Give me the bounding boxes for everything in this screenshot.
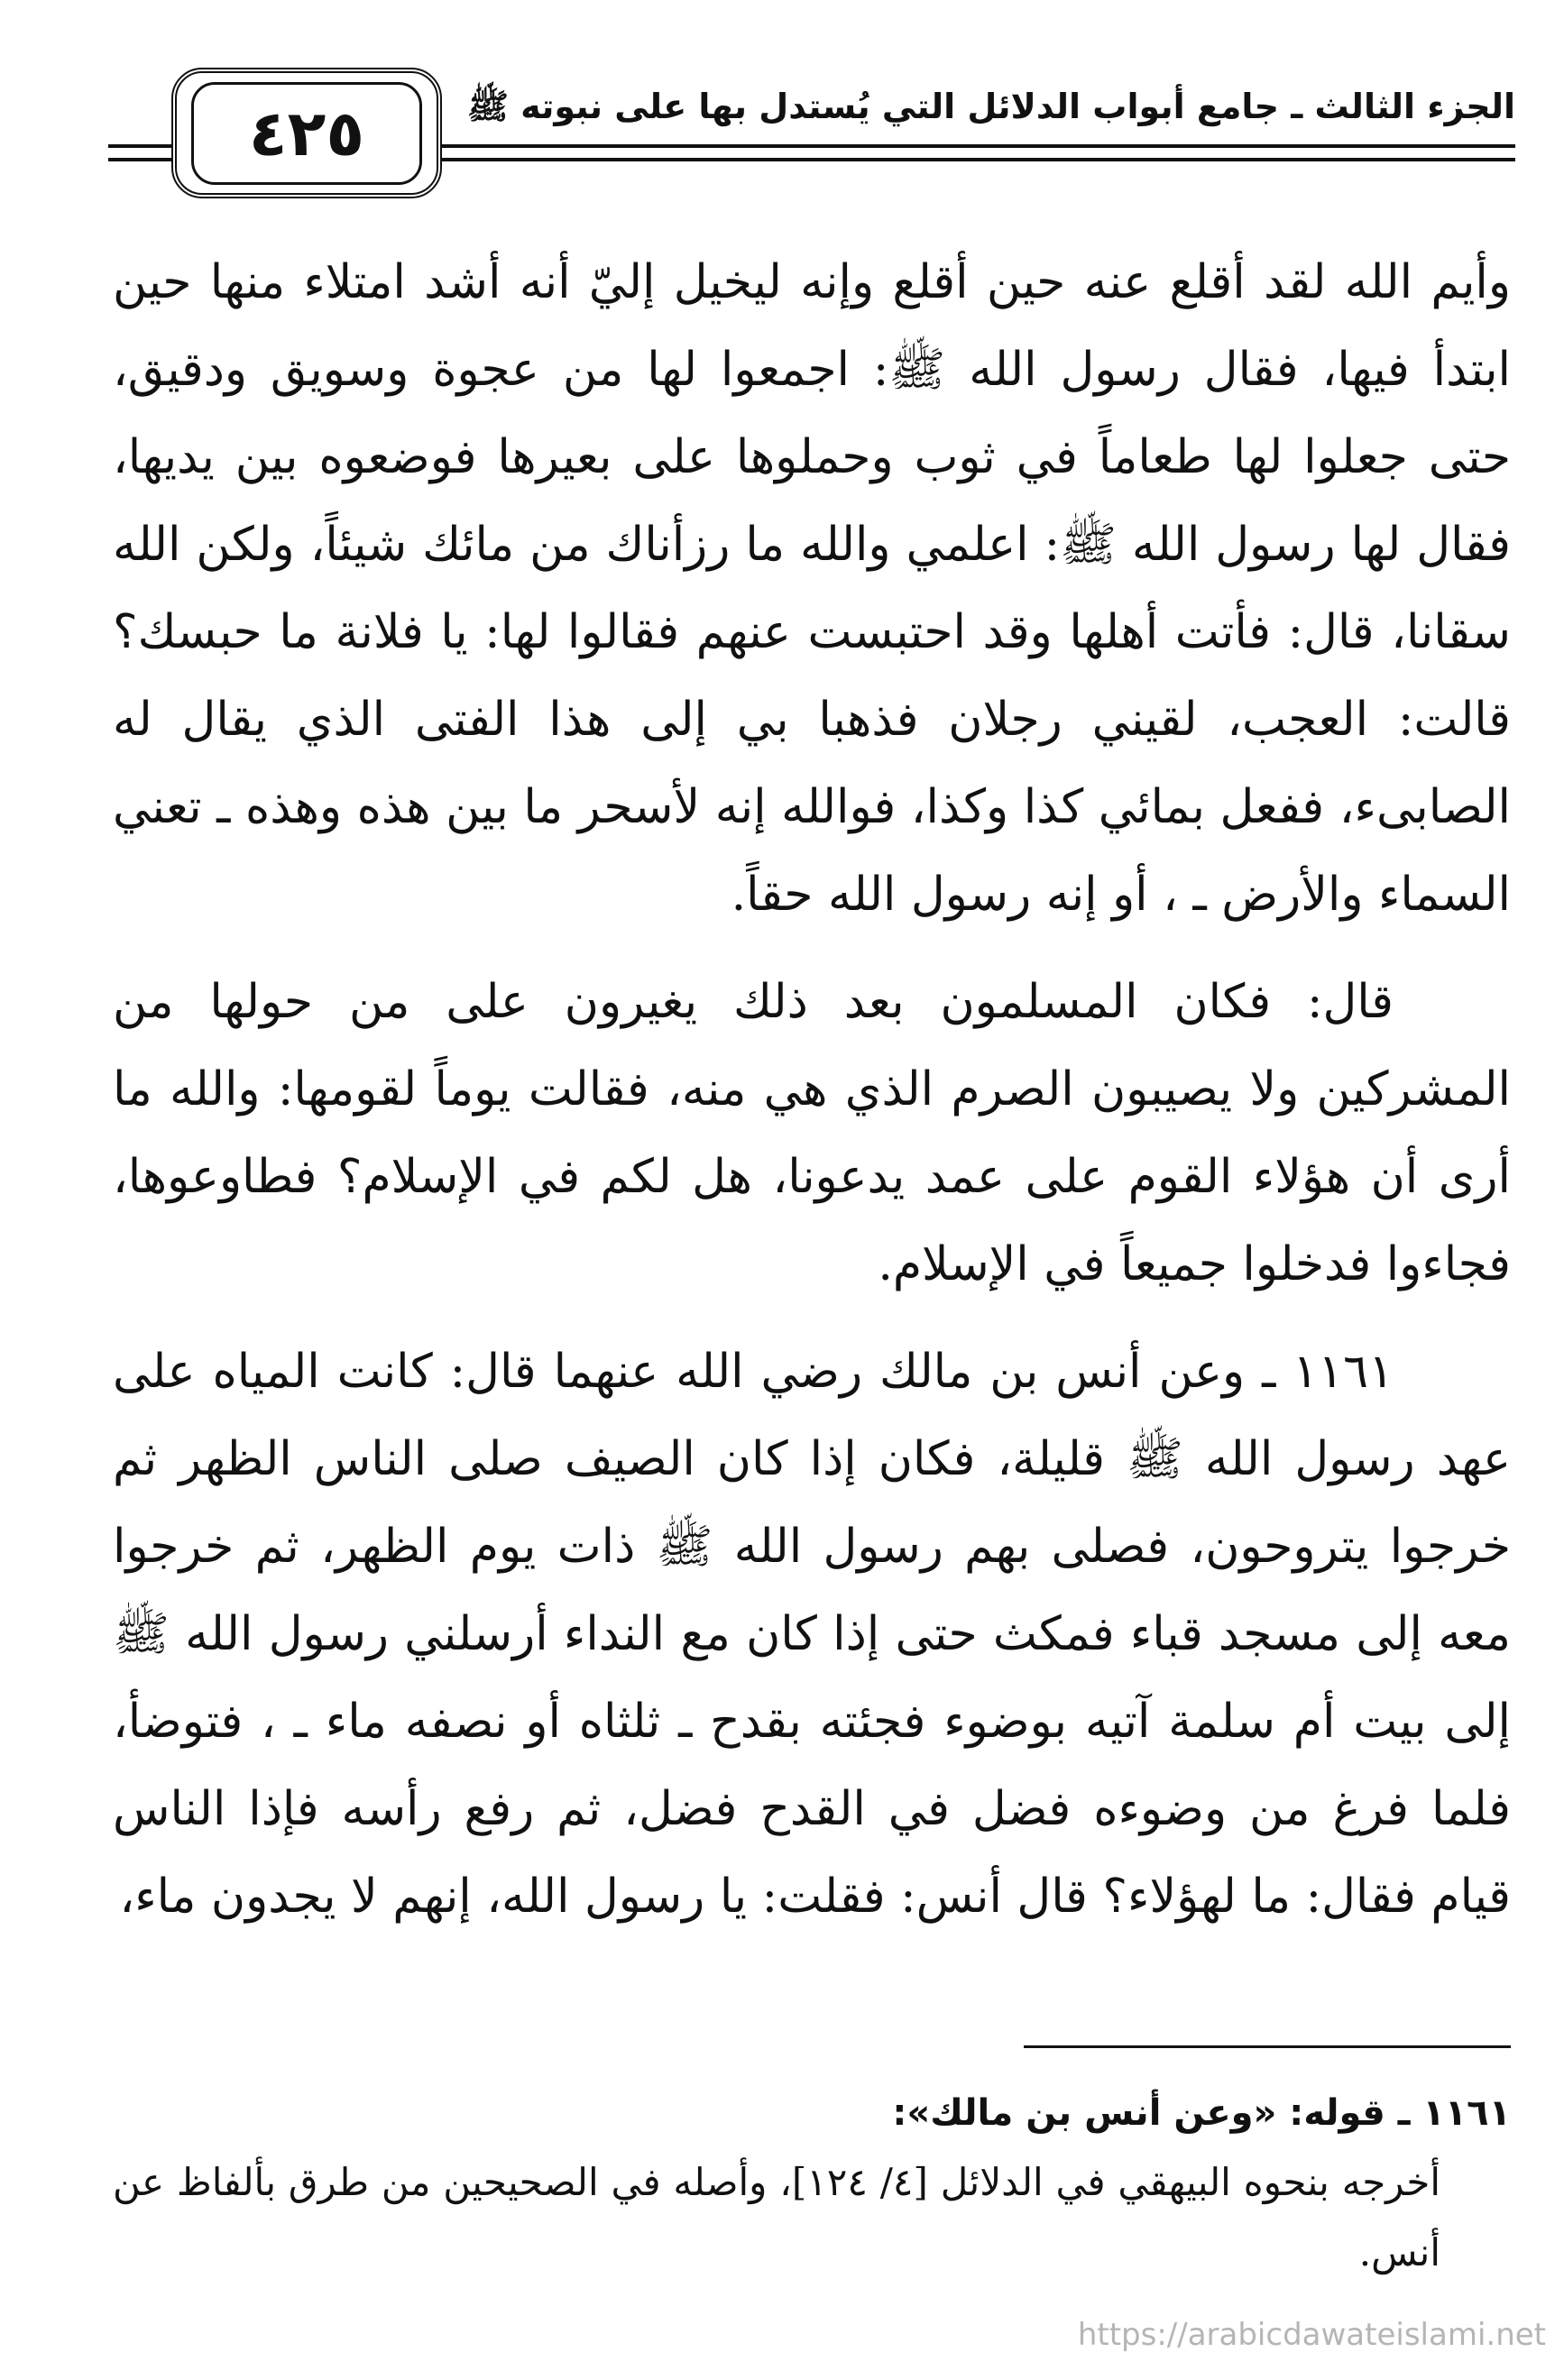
paragraph-3-hadith-1161: ١١٦١ ـ وعن أنس بن مالك رضي الله عنهما قال: كانت المياه على عهد رسول الله ﷺ قليلة، فكان إذا كان الصيف صلى الناس الظهر ثم خرجوا يتروحون، فصلى بهم رسول الله ﷺ ذات يوم الظهر، ثم خرجوا معه إلى مسجد قباء فمكث حتى إذا كان مع النداء أرسلني رسول الله ﷺ إلى بيت أم سلمة آتيه بوضوء فجئته بقدح ـ ثلثاه أو نصفه ماء ـ ، فتوضأ، فلما فرغ من وضوءه فضل في القدح فضل، ثم رفع رأسه فإذا الناس قيام فقال: ما لهؤلاء؟ قال أنس: فقلت: يا رسول الله، إنهم لا يجدون ماء، <box>113 1345 1511 1924</box>
page-number-frame <box>171 68 442 198</box>
paragraph-1: وأيم الله لقد أقلع عنه حين أقلع وإنه ليخيل إليّ أنه أشد امتلاء منها حين ابتدأ فيها، فقال رسول الله ﷺ: اجمعوا لها من عجوة وسويق ودقيق، حتى جعلوا لها طعاماً في ثوب وحملوها على بعيرها فوضعوه بين يديها، فقال لها رسول الله ﷺ: اعلمي والله ما رزأناك من مائك شيئاً، ولكن الله سقانا، قال: فأتت أهلها وقد احتبست عنهم فقالوا لها: يا فلانة ما حبسك؟ قالت: العجب، لقيني رجلان فذهبا بي إلى هذا الفتى الذي يقال له الصابىء، ففعل بمائي كذا وكذا، فوالله إنه لأسحر ما بين هذه وهذه ـ تعني السماء والأرض ـ ، أو إنه رسول الله حقاً. <box>113 255 1511 922</box>
paragraph-2: قال: فكان المسلمون بعد ذلك يغيرون على من حولها من المشركين ولا يصيبون الصرم الذي هي منه، فقالت يوماً لقومها: والله ما أرى أن هؤلاء القوم على عمد يدعونا، هل لكم في الإسلام؟ فطاوعوها، فجاءوا فدخلوا جميعاً في الإسلام. <box>113 975 1511 1291</box>
running-header-title: الجزء الثالث ـ جامع أبواب الدلائل التي يُستدل بها على نبوته ﷺ <box>466 87 1515 126</box>
footnote-section <box>113 2079 1511 2288</box>
page-number: ٤٢٥ <box>248 96 365 170</box>
main-text <box>113 239 1511 1941</box>
footnote-text: أخرجه بنحوه البيهقي في الدلائل [٤/ ١٢٤]، وأصله في الصحيحين من طرق بألفاظ عن أنس. <box>113 2160 1440 2274</box>
footnote-heading: ١١٦١ ـ قوله: «وعن أنس بن مالك»: <box>892 2092 1511 2134</box>
footnote-separator <box>1024 2045 1511 2048</box>
watermark-url: https://arabicdawateislami.net <box>1077 2317 1546 2353</box>
page-header <box>108 68 1515 203</box>
